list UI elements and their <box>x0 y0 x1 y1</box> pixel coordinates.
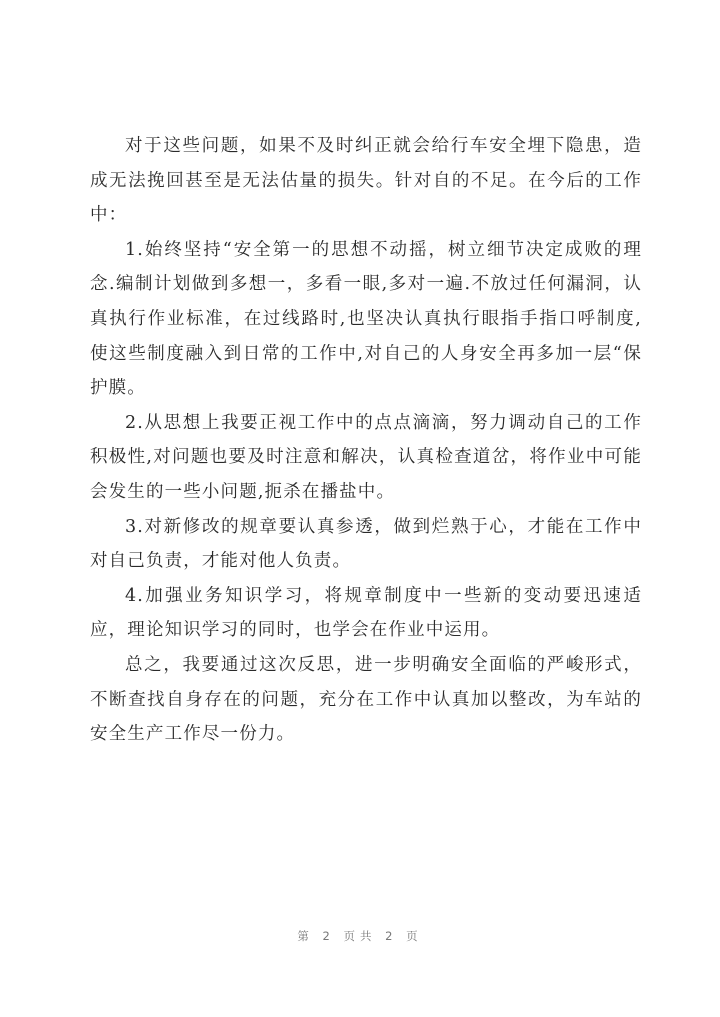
point-4-paragraph: 4.加强业务知识学习，将规章制度中一些新的变动要迅速适应，理论知识学习的同时，也学会在作业中运用。 <box>90 585 642 641</box>
conclusion-paragraph: 总之，我要通过这次反思，进一步明确安全面临的严峻形式，不断查找自身存在的问题，充分在工作中认真加以整改，为车站的安全生产工作尽一份力。 <box>90 654 642 745</box>
page-footer: 第 2 页共 2 页 <box>297 929 423 943</box>
document-body <box>90 129 642 752</box>
point-2-paragraph: 2.从思想上我要正视工作中的点点滴滴，努力调动自己的工作积极性,对问题也要及时注意和解决，认真检查道岔，将作业中可能会发生的一些小问题,扼杀在播盐中。 <box>90 412 642 502</box>
point-3-paragraph: 3.对新修改的规章要认真参透，做到烂熟于心，才能在工作中对自己负责，才能对他人负责。 <box>90 516 642 572</box>
point-1-paragraph: 1.始终坚持“安全第一的思想不动摇，树立细节决定成败的理念.编制计划做到多想一，多看一眼,多对一遍.不放过任何漏洞，认真执行作业标准，在过线路时,也坚决认真执行眼指手指口呼制度,使这些制度融入到日常的工作中,对自己的人身安全再多加一层“保护膜。 <box>90 239 642 399</box>
intro-paragraph: 对于这些问题，如果不及时纠正就会给行车安全埋下隐患，造成无法挽回甚至是无法估量的损失。针对自的不足。在今后的工作中： <box>90 136 642 226</box>
